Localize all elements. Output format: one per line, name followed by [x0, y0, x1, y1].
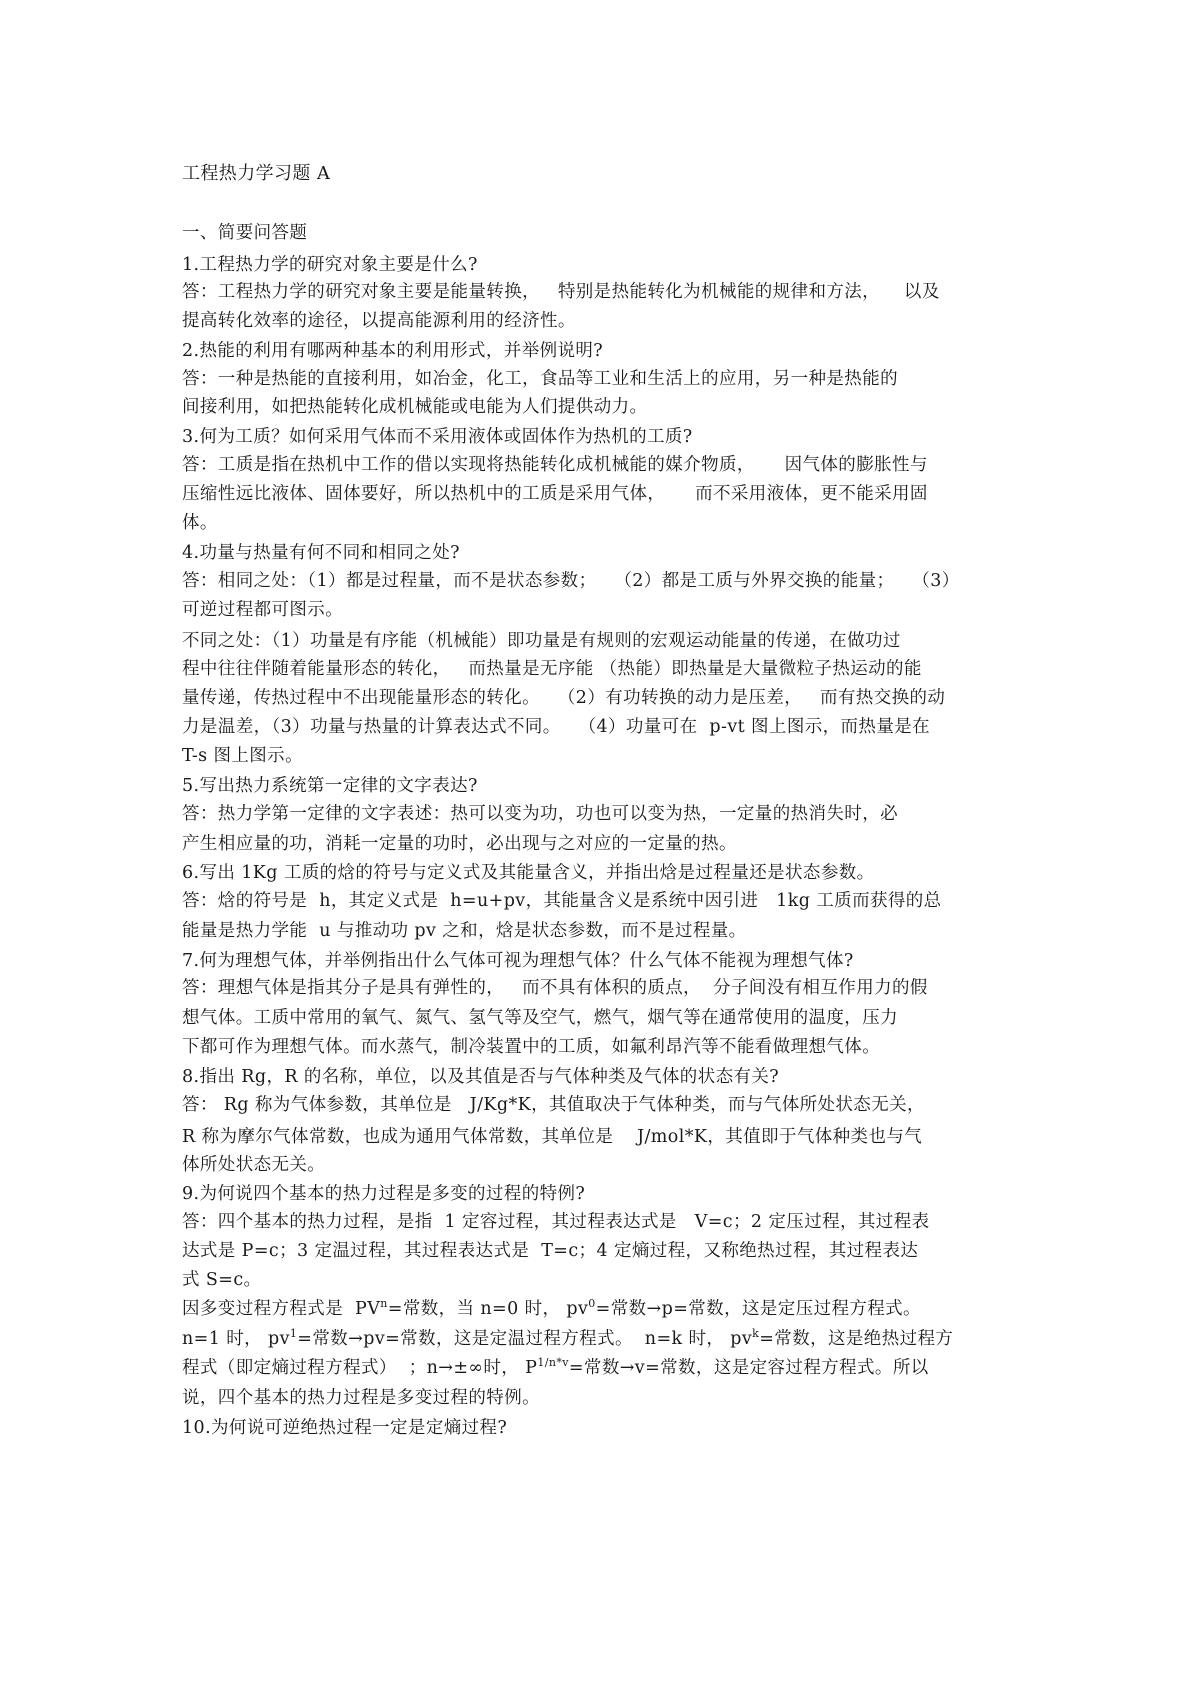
- answer-6-line-1: 答：焓的符号是 h，其定义式是 h=u+pv，其能量含义是系统中因引进 1kg 工质而获得的总: [182, 891, 942, 911]
- answer-5-line-2: 产生相应量的功，消耗一定量的功时，必出现与之对应的一定量的热。: [182, 834, 737, 854]
- question-7: 7.何为理想气体，并举例指出什么气体可视为理想气体？什么气体不能视为理想气体?: [182, 951, 854, 971]
- formula-1-exp-a: n: [380, 1297, 388, 1311]
- question-10: 10.为何说可逆绝热过程一定是定熵过程?: [182, 1418, 508, 1438]
- answer-8-line-1: 答： Rg 称为气体参数，其单位是 J/Kg*K，其值取决于气体种类，而与气体所处状态无关，: [182, 1095, 925, 1115]
- answer-4-line-1: 答：相同之处：（1）都是过程量，而不是状态参数； （2）都是工质与外界交换的能量； （3）: [182, 571, 960, 591]
- document-title: 工程热力学习题 A: [182, 163, 331, 184]
- answer-4-line-4: 程中往往伴随着能量形态的转化， 而热量是无序能 （热能）即热量是大量微粒子热运动的能: [182, 659, 922, 679]
- formula-line-2: [182, 1328, 953, 1350]
- answer-1-line-2: 提高转化效率的途径，以提高能源利用的经济性。: [182, 311, 576, 331]
- formula-2-exp-b: k: [752, 1327, 760, 1341]
- formula-3-exp-a: 1/n*v: [537, 1356, 569, 1370]
- formula-1-text-b: =常数，当 n=0 时， pv: [387, 1299, 589, 1319]
- formula-2-text-a: n=1 时， pv: [182, 1329, 290, 1349]
- question-1: 1.工程热力学的研究对象主要是什么?: [182, 255, 478, 275]
- question-3: 3.何为工质？如何采用气体而不采用液体或固体作为热机的工质?: [182, 427, 693, 447]
- answer-4-line-5: 量传递，传热过程中不出现能量形态的转化。 （2）有功转换的动力是压差， 而有热交换的动: [182, 688, 946, 708]
- formula-2-text-b: =常数→pv=常数，这是定温过程方程式。 n=k 时， pv: [297, 1329, 753, 1349]
- answer-7-line-3: 下都可作为理想气体。而水蒸气，制冷装置中的工质，如氟利昂汽等不能看做理想气体。: [182, 1037, 881, 1057]
- formula-2-exp-a: 1: [289, 1327, 298, 1341]
- formula-3-text-b: =常数→v=常数，这是定容过程方程式。所以: [568, 1358, 929, 1378]
- formula-line-3: [182, 1357, 929, 1379]
- answer-9-line-2: 达式是 P=c；3 定温过程，其过程表达式是 T=c；4 定熵过程，又称绝热过程，其过程表达: [182, 1241, 919, 1261]
- answer-4-line-6: 力是温差，（3）功量与热量的计算表达式不同。 （4）功量可在 p-vt 图上图示，而热量是在: [182, 717, 931, 737]
- question-2: 2.热能的利用有哪两种基本的利用形式，并举例说明?: [182, 341, 604, 361]
- formula-line-1: [182, 1298, 921, 1320]
- question-5: 5.写出热力系统第一定律的文字表达?: [182, 776, 478, 796]
- formula-1-exp-b: 0: [588, 1297, 596, 1311]
- answer-3-line-3: 体。: [182, 513, 218, 533]
- formula-3-text-a: 程式（即定熵过程方程式） ；n→±∞时， P: [182, 1358, 538, 1378]
- answer-5-line-1: 答：热力学第一定律的文字表述：热可以变为功，功也可以变为热，一定量的热消失时，必: [182, 804, 898, 824]
- answer-9-line-1: 答：四个基本的热力过程，是指 1 定容过程，其过程表达式是 V=c；2 定压过程，其过程表: [182, 1212, 930, 1232]
- answer-7-line-1: 答：理想气体是指其分子是具有弹性的， 而不具有体积的质点， 分子间没有相互作用力的假: [182, 978, 928, 998]
- answer-8-line-3: 体所处状态无关。: [182, 1155, 326, 1175]
- question-4: 4.功量与热量有何不同和相同之处?: [182, 543, 460, 563]
- answer-6-line-2: 能量是热力学能 u 与推动功 pv 之和，焓是状态参数，而不是过程量。: [182, 921, 747, 941]
- answer-8-line-2: R 称为摩尔气体常数，也成为通用气体常数，其单位是 J/mol*K，其值即于气体种类也与气: [182, 1127, 923, 1147]
- answer-3-line-1: 答：工质是指在热机中工作的借以实现将热能转化成机械能的媒介物质， 因气体的膨胀性与: [182, 455, 928, 475]
- answer-1-line-1: 答：工程热力学的研究对象主要是能量转换， 特别是热能转化为机械能的规律和方法， 以及: [182, 282, 940, 302]
- answer-4-line-7: T-s 图上图示。: [182, 746, 303, 766]
- answer-3-line-2: 压缩性远比液体、固体要好，所以热机中的工质是采用气体， 而不采用液体，更不能采用固: [182, 484, 928, 504]
- answer-4-line-3: 不同之处：（1）功量是有序能（机械能）即功量是有规则的宏观运动能量的传递，在做功过: [182, 631, 901, 651]
- question-9: 9.为何说四个基本的热力过程是多变的过程的特例?: [182, 1184, 586, 1204]
- question-8: 8.指出 Rg，R 的名称，单位，以及其值是否与气体种类及气体的状态有关?: [182, 1067, 780, 1087]
- answer-4-line-2: 可逆过程都可图示。: [182, 600, 344, 620]
- formula-1-text-c: =常数→p=常数，这是定压过程方程式。: [595, 1299, 921, 1319]
- answer-2-line-2: 间接利用，如把热能转化成机械能或电能为人们提供动力。: [182, 397, 648, 417]
- formula-2-text-c: =常数，这是绝热过程方: [759, 1329, 954, 1349]
- formula-1-text-a: 因多变过程方程式是 PV: [182, 1299, 381, 1319]
- answer-7-line-2: 想气体。工质中常用的氧气、氮气、氢气等及空气，燃气，烟气等在通常使用的温度，压力: [182, 1008, 898, 1028]
- question-6: 6.写出 1Kg 工质的焓的符号与定义式及其能量含义，并指出焓是过程量还是状态参数。: [182, 863, 875, 883]
- section-heading: 一、简要问答题: [182, 223, 308, 243]
- answer-9-line-3: 式 S=c。: [182, 1270, 262, 1290]
- answer-2-line-1: 答：一种是热能的直接利用，如冶金，化工，食品等工业和生活上的应用，另一种是热能的: [182, 369, 898, 389]
- answer-9-closing: 说，四个基本的热力过程是多变过程的特例。: [182, 1388, 540, 1408]
